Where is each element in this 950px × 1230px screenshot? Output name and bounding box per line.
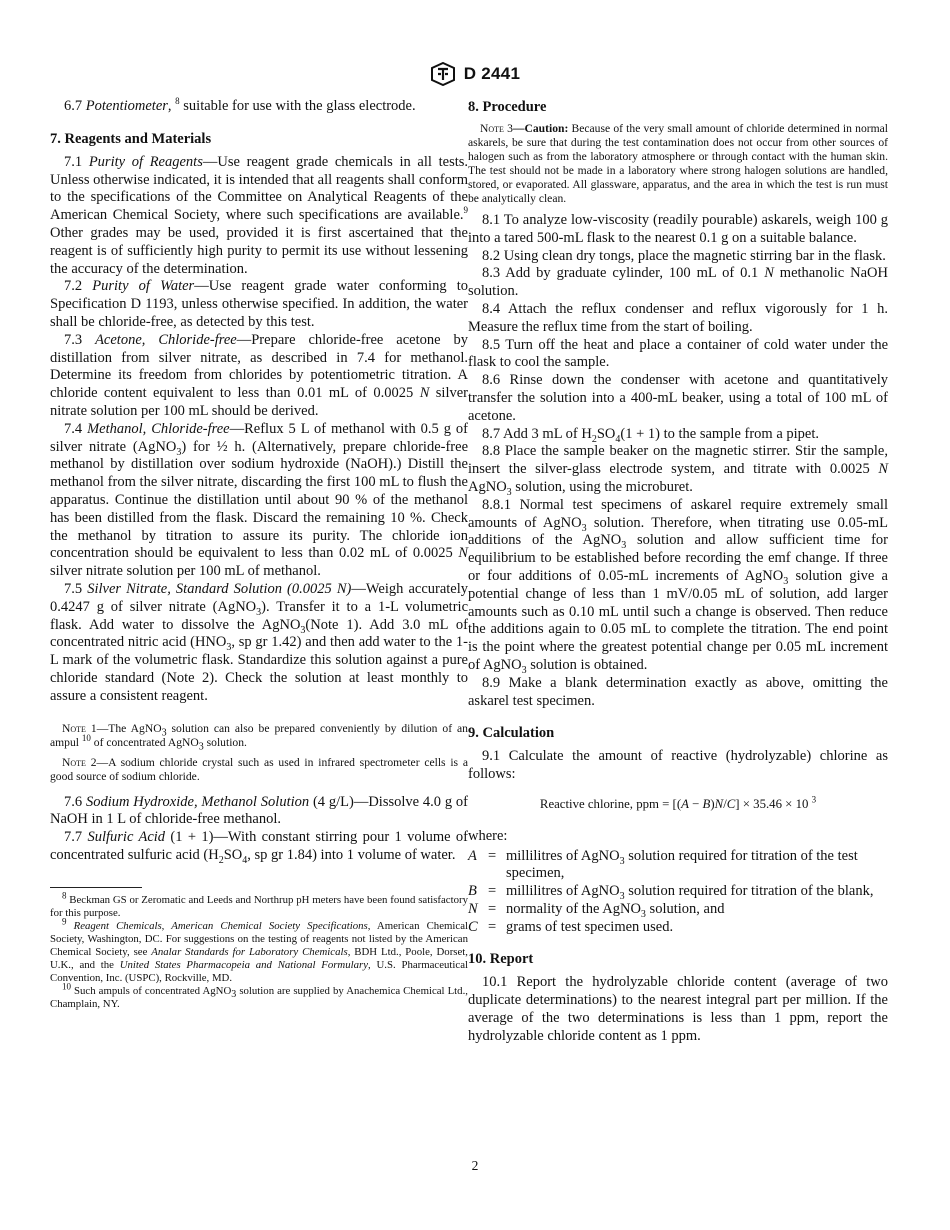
page-header bbox=[0, 62, 950, 88]
section-9-heading: 9. Calculation bbox=[468, 725, 555, 742]
document-id: D 2441 bbox=[463, 64, 521, 83]
para-7-1: 7.1 Purity of Reagents—Use reagent grade chemicals in all tests. Unless otherwise indicated, it is intended that all reagents shall conform to the specifications of the Committee on Analytical Reagents of the American Chemical Society, where such specifications are available.$^9$ Other grades may be used, provided it is first ascertained that the reagent is of sufficiently high purity to permit its use without lessening the accuracy of the determination. bbox=[50, 153, 469, 277]
where-label: where: bbox=[468, 827, 508, 844]
section-7-heading: 7. Reagents and Materials bbox=[50, 130, 212, 147]
para-8-8-1: 8.8.1 Normal test specimens of askarel require extremely small amounts of AgNO$_3$ solution. Therefore, when titrating use 0.05-mL additions of the AgNO$_3$ solution and allow sufficient time for equilibrium to be established before recording the emf change. If three or four additions of 0.05-mL increments of AgNO$_3$ solution give a potential change of less than 1 mV/0.05 mL of solution, add larger amounts such as 0.10 mL until such a change is observed. Then reduce the additions again to 0.05 mL to complete the titration. The end point is the point where the greatest potential change per 0.05 mL increment of AgNO$_3$ solution is obtained. bbox=[468, 496, 888, 676]
note-1: Note 1—The AgNO$_3$ solution can also be prepared conveniently by dilution of an ampul $^{10}$ of concentrated AgNO$_3$ solution. bbox=[50, 721, 468, 752]
para-8-9: 8.9 Make a blank determination exactly as above, omitting the askarel test specimen. bbox=[468, 674, 888, 709]
para-7-2: 7.2 Purity of Water—Use reagent grade water conforming to Specification D 1193, unless otherwise specified. In addition, the water shall be chloride-free, as detected by this test. bbox=[50, 278, 469, 330]
footnote-9: $^9$ Reagent Chemicals, American Chemical Society Specifications, American Chemical Society, Washington, DC. For suggestions on the testing of reagents not listed by the American Chemical Society, see Analar Standards for Laboratory Chemicals, BDH Ltd., Poole, Dorset, U.K., and the United States Pharmacopeia and National Formulary, U.S. Pharmaceutical Convention, Inc. (USPC), Rockville, MD. bbox=[50, 916, 468, 984]
right-column bbox=[468, 98, 888, 1046]
para-8-7: 8.7 Add 3 mL of $H_2SO_4(1 + 1)$ to the sample from a pipet. bbox=[482, 425, 820, 445]
para-9-1: 9.1 Calculate the amount of reactive (hydrolyzable) chlorine as follows: bbox=[468, 748, 888, 783]
note-3: Note 3—Caution: Because of the very small amount of chloride determined in normal askarels, be sure that during the test contamination does not occur from other sources of halogen such as from the laboratory atmosphere or through contact with the human skin. The test should not be made in a laboratory where strong halogen solutions are handled, stored, or evaporated. All glassware, apparatus, and the area in which the test is run must be analytically clean. bbox=[468, 122, 888, 205]
para-8-3: 8.3 Add by graduate cylinder, 100 mL of 0.1 N methanolic NaOH solution. bbox=[468, 265, 888, 300]
definition-c: C = grams of test specimen used. bbox=[468, 918, 674, 935]
variable-definitions bbox=[468, 848, 888, 937]
para-7-5: 7.5 Silver Nitrate, Standard Solution (0.0025 N)—Weigh accurately 0.4247 g of silver nitrate (AgNO$_3$). Transfer it to a 1-L volumetric flask. Add water to dissolve the AgNO$_3$(Note 1). Add 3.0 mL of concentrated nitric acid ($HNO_3$, sp gr 1.42) and then add water to the 1-L mark of the volumetric flask. Standardize this solution against a pure chloride standard (Note 2). Check the solution at least monthly to assure a consistent reagent. bbox=[50, 580, 469, 704]
para-7-4: 7.4 Methanol, Chloride-free—Reflux 5 L of methanol with 0.5 g of silver nitrate (AgNO$_3$) for ½ h. (Alternatively, prepare chloride-free methanol by distillation over sodium hydroxide (NaOH).) Distill the methanol from the silver nitrate, discarding the first 100 mL to flush the apparatus. Continue the distillation until about 90 % of the methanol has been distilled from the flask. Discard the remaining 10 %. Check the methanol by titration to assure its purity. The chloride ion concentration should be equivalent to less than 0.02 mL of 0.0025 N silver nitrate solution per 100 mL of methanol. bbox=[50, 420, 469, 580]
section-8-heading: 8. Procedure bbox=[468, 99, 547, 115]
page-number: 2 bbox=[471, 1158, 479, 1173]
section-10-heading: 10. Report bbox=[468, 951, 534, 968]
definition-b: B = millilitres of AgNO$_3$ solution required for titration of the blank, bbox=[468, 883, 874, 902]
para-7-3: 7.3 Acetone, Chloride-free—Prepare chloride-free acetone by distillation from silver nitrate, as described in 7.4 for methanol. Determine its freedom from chlorides by potentiometric titration. A chloride content equivalent to less than 0.01 mL of 0.0025 N silver nitrate solution per 100 mL should be derived. bbox=[50, 331, 469, 419]
para-8-2: 8.2 Using clean dry tongs, place the magnetic stirring bar in the flask. bbox=[482, 247, 886, 264]
note-2: Note 2—A sodium chloride crystal such as used in infrared spectrometer cells is a good source of sodium chloride. bbox=[50, 755, 468, 783]
definition-n: N = normality of the AgNO$_3$ solution, and bbox=[468, 900, 725, 920]
para-7-6: 7.6 Sodium Hydroxide, Methanol Solution (4 g/L)—Dissolve 4.0 g of NaOH in 1 L of chloride-free methanol. bbox=[50, 793, 468, 828]
para-6-7: 6.7 Potentiometer, $^8$ suitable for use with the glass electrode. bbox=[64, 96, 416, 114]
para-8-8: 8.8 Place the sample beaker on the magnetic stirrer. Stir the sample, insert the silver-glass electrode system, and titrate with 0.0025 N AgNO$_3$ solution, using the microburet. bbox=[468, 443, 888, 498]
left-column bbox=[50, 98, 468, 1011]
para-8-5: 8.5 Turn off the heat and place a container of cold water under the flask to cool the sample. bbox=[468, 336, 888, 371]
para-10-1: 10.1 Report the hydrolyzable chloride content (average of two duplicate determinations) to the nearest integral part per million. If the average of the two determinations is less than 1 ppm, report the hydrolyzable chloride content as 1 ppm. bbox=[468, 974, 888, 1044]
para-8-4: 8.4 Attach the reflux condenser and reflux vigorously for 1 h. Measure the reflux time from the start of boiling. bbox=[468, 300, 888, 335]
footnote-8: $^8$ Beckman GS or Zeromatic and Leeds and Northrup pH meters have been found satisfactory for this purpose. bbox=[50, 890, 468, 919]
footnote-10: $^{10}$ Such ampuls of concentrated AgNO$_3$ solution are supplied by Anachemica Chemical Ltd., Champlain, NY. bbox=[50, 981, 468, 1010]
para-7-7: 7.7 Sulfuric Acid (1 + 1)—With constant stirring pour 1 volume of concentrated sulfuric acid ($H_2SO_4$, sp gr 1.84) into 1 volume of water. bbox=[50, 829, 468, 866]
definition-a: A = millilitres of AgNO$_3$ solution required for titration of the test specimen, bbox=[468, 847, 858, 882]
chlorine-formula: Reactive chlorine, ppm = [(A − B)N/C] × 35.46 × 10 $^3$ bbox=[539, 794, 817, 811]
astm-logo-icon bbox=[430, 62, 456, 86]
para-8-6: 8.6 Rinse down the condenser with acetone and quantitatively transfer the solution into a 400-mL beaker, using a total of 100 mL of acetone. bbox=[468, 372, 888, 424]
footnote-divider bbox=[50, 887, 142, 888]
para-8-1: 8.1 To analyze low-viscosity (readily pourable) askarels, weigh 100 g into a tared 500-mL flask to the nearest 0.1 g on a suitable balance. bbox=[468, 212, 888, 246]
